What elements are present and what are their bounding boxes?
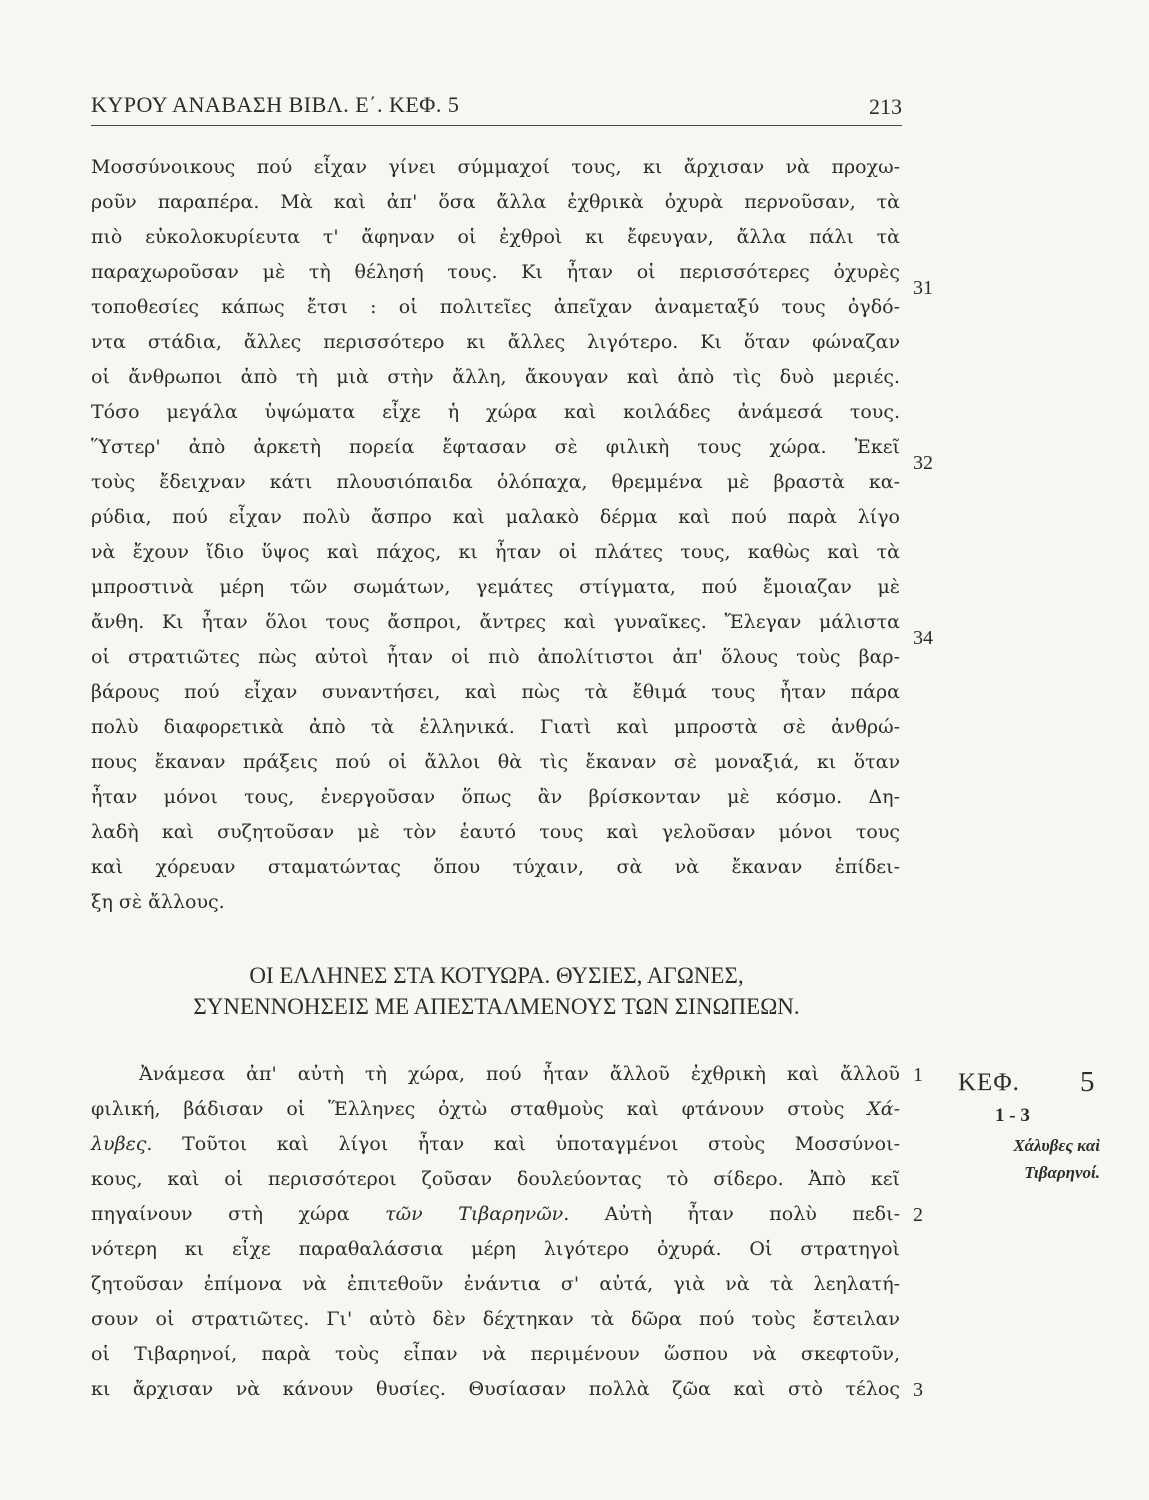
running-header xyxy=(91,92,902,124)
text-line: οἱ Τιβαρηνοί, παρὰ τοὺς εἶπαν νὰ περιμένουν ὥσπου νὰ σκεφτοῦν, xyxy=(91,1343,900,1365)
header-rule xyxy=(91,125,902,126)
italic-name: τῶν Τιβαρηνῶν xyxy=(385,1203,564,1225)
page-number: 213 xyxy=(869,94,902,119)
chapter-number: 5 xyxy=(1080,1066,1095,1098)
chapter-text xyxy=(91,1057,900,1407)
text-line: ροῦν παραπέρα. Μὰ καὶ ἀπ' ὅσα ἄλλα ἐχθρικὰ ὀχυρὰ περνοῦσαν, τὰ xyxy=(91,191,900,213)
section-number: 3 xyxy=(913,1379,923,1401)
italic-name: Χά- xyxy=(867,1098,900,1120)
text-span: . Τοῦτοι καὶ λίγοι ἦταν καὶ ὑποταγμένοι στοὺς Μοσσύνοι- xyxy=(146,1133,900,1155)
text-line: τοὺς ἔδειχναν κάτι πλουσιόπαιδα ὁλόπαχα, θρεμμένα μὲ βραστὰ κα- xyxy=(91,471,900,493)
section-number: 34 xyxy=(913,627,933,649)
section-number: 1 xyxy=(913,1064,923,1086)
text-line: μπροστινὰ μέρη τῶν σωμάτων, γεμάτες στίγματα, πού ἔμοιαζαν μὲ xyxy=(91,576,900,598)
margin-gloss: Τιβαρηνοί. xyxy=(1024,1163,1100,1182)
text-line: ξη σὲ ἄλλους. xyxy=(91,891,225,913)
text-line: Ὕστερ' ἀπὸ ἀρκετὴ πορεία ἔφτασαν σὲ φιλικὴ τους χώρα. Ἐκεῖ xyxy=(91,436,900,458)
running-title: ΚΥΡΟΥ ΑΝΑΒΑΣΗ ΒΙΒΛ. Ε΄. ΚΕΦ. 5 xyxy=(91,92,460,117)
text-line xyxy=(91,1092,900,1127)
chapter-label: ΚΕΦ. xyxy=(958,1069,1020,1096)
text-span: . Αὐτὴ ἦταν πολὺ πεδι- xyxy=(563,1203,900,1225)
text-line: ρύδια, πού εἶχαν πολὺ ἄσπρο καὶ μαλακὸ δέρμα καὶ πού παρὰ λίγο xyxy=(91,506,900,528)
text-line: ντα στάδια, ἄλλες περισσότερο κι ἄλλες λιγότερο. Κι ὅταν φώναζαν xyxy=(91,331,900,353)
text-line: νότερη κι εἶχε παραθαλάσσια μέρη λιγότερο ὀχυρά. Οἱ στρατηγοὶ xyxy=(91,1238,900,1260)
text-line xyxy=(91,1197,900,1232)
text-line: ζητοῦσαν ἐπίμονα νὰ ἐπιτεθοῦν ἐνάντια σ' αὐτά, γιὰ νὰ τὰ λεηλατή- xyxy=(91,1273,900,1295)
body-text-continued xyxy=(91,150,900,920)
section-range: 1 - 3 xyxy=(995,1105,1030,1126)
section-heading-line: ΟΙ ΕΛΛΗΝΕΣ ΣΤΑ ΚΟΤΥΩΡΑ. ΘΥΣΙΕΣ, ΑΓΩΝΕΣ, xyxy=(249,963,744,988)
text-line: νὰ ἔχουν ἴδιο ὕψος καὶ πάχος, κι ἦταν οἱ πλάτες τους, καθὼς καὶ τὰ xyxy=(91,541,900,563)
text-line: σουν οἱ στρατιῶτες. Γι' αὐτὸ δὲν δέχτηκαν τὰ δῶρα πού τοὺς ἔστειλαν xyxy=(91,1308,900,1330)
text-line xyxy=(91,1127,900,1162)
margin-gloss: Χάλυβες καὶ xyxy=(1013,1136,1100,1155)
text-span: φιλική, βάδισαν οἱ Ἕλληνες ὀχτὼ σταθμοὺς καὶ φτάνουν στοὺς xyxy=(91,1098,845,1120)
text-line: πολὺ διαφορετικὰ ἀπὸ τὰ ἑλληνικά. Γιατὶ καὶ μπροστὰ σὲ ἀνθρώ- xyxy=(91,716,900,738)
text-line: οἱ στρατιῶτες πὼς αὐτοὶ ἦταν οἱ πιὸ ἀπολίτιστοι ἀπ' ὅλους τοὺς βαρ- xyxy=(91,646,900,668)
section-heading-line: ΣΥΝΕΝΝΟΗΣΕΙΣ ΜΕ ΑΠΕΣΤΑΛΜΕΝΟΥΣ ΤΩΝ ΣΙΝΩΠΕΩΝ. xyxy=(193,994,800,1019)
text-line: πιὸ εὐκολοκυρίευτα τ' ἄφηναν οἱ ἐχθροὶ κι ἔφευγαν, ἄλλα πάλι τὰ xyxy=(91,226,900,248)
section-number: 32 xyxy=(913,452,933,474)
text-line: λαδὴ καὶ συζητοῦσαν μὲ τὸν ἑαυτό τους καὶ γελοῦσαν μόνοι τους xyxy=(91,821,900,843)
italic-name: λυβες xyxy=(91,1133,147,1155)
text-line: Τόσο μεγάλα ὑψώματα εἶχε ἡ χώρα καὶ κοιλάδες ἀνάμεσά τους. xyxy=(91,401,900,423)
text-line: κους, καὶ οἱ περισσότεροι ζοῦσαν δουλεύοντας τὸ σίδερο. Ἀπὸ κεῖ xyxy=(91,1168,900,1190)
text-line: οἱ ἄνθρωποι ἀπὸ τὴ μιὰ στὴν ἄλλη, ἄκουγαν καὶ ἀπὸ τὶς δυὸ μεριές. xyxy=(91,366,900,388)
section-heading xyxy=(91,960,902,1022)
text-span: πηγαίνουν στὴ χώρα xyxy=(91,1203,350,1225)
text-line: ἄνθη. Κι ἦταν ὅλοι τους ἄσπροι, ἄντρες καὶ γυναῖκες. Ἔλεγαν μάλιστα xyxy=(91,611,900,633)
section-number: 31 xyxy=(913,277,933,299)
text-line: τοποθεσίες κάπως ἔτσι : οἱ πολιτεῖες ἀπεῖχαν ἀναμεταξύ τους ὀγδό- xyxy=(91,296,900,318)
text-line: ἦταν μόνοι τους, ἐνεργοῦσαν ὅπως ἂν βρίσκονταν μὲ κόσμο. Δη- xyxy=(91,786,900,808)
text-line: πους ἔκαναν πράξεις πού οἱ ἄλλοι θὰ τὶς ἔκαναν σὲ μοναξιά, κι ὅταν xyxy=(91,751,900,773)
text-line: παραχωροῦσαν μὲ τὴ θέλησή τους. Κι ἦταν οἱ περισσότερες ὀχυρὲς xyxy=(91,261,900,283)
text-line: κι ἄρχισαν νὰ κάνουν θυσίες. Θυσίασαν πολλὰ ζῶα καὶ στὸ τέλος xyxy=(91,1378,900,1400)
text-line: βάρους πού εἶχαν συναντήσει, καὶ πὼς τὰ ἔθιμά τους ἦταν πάρα xyxy=(91,681,900,703)
text-line: Ἀνάμεσα ἀπ' αὐτὴ τὴ χώρα, πού ἦταν ἄλλοῦ ἐχθρικὴ καὶ ἄλλοῦ xyxy=(139,1063,900,1085)
section-number: 2 xyxy=(913,1204,923,1226)
text-line: καὶ χόρευαν σταματώντας ὅπου τύχαιν, σὰ νὰ ἔκαναν ἐπίδει- xyxy=(91,856,900,878)
text-line: Μοσσύνοικους πού εἶχαν γίνει σύμμαχοί τους, κι ἄρχισαν νὰ προχω- xyxy=(91,156,900,178)
